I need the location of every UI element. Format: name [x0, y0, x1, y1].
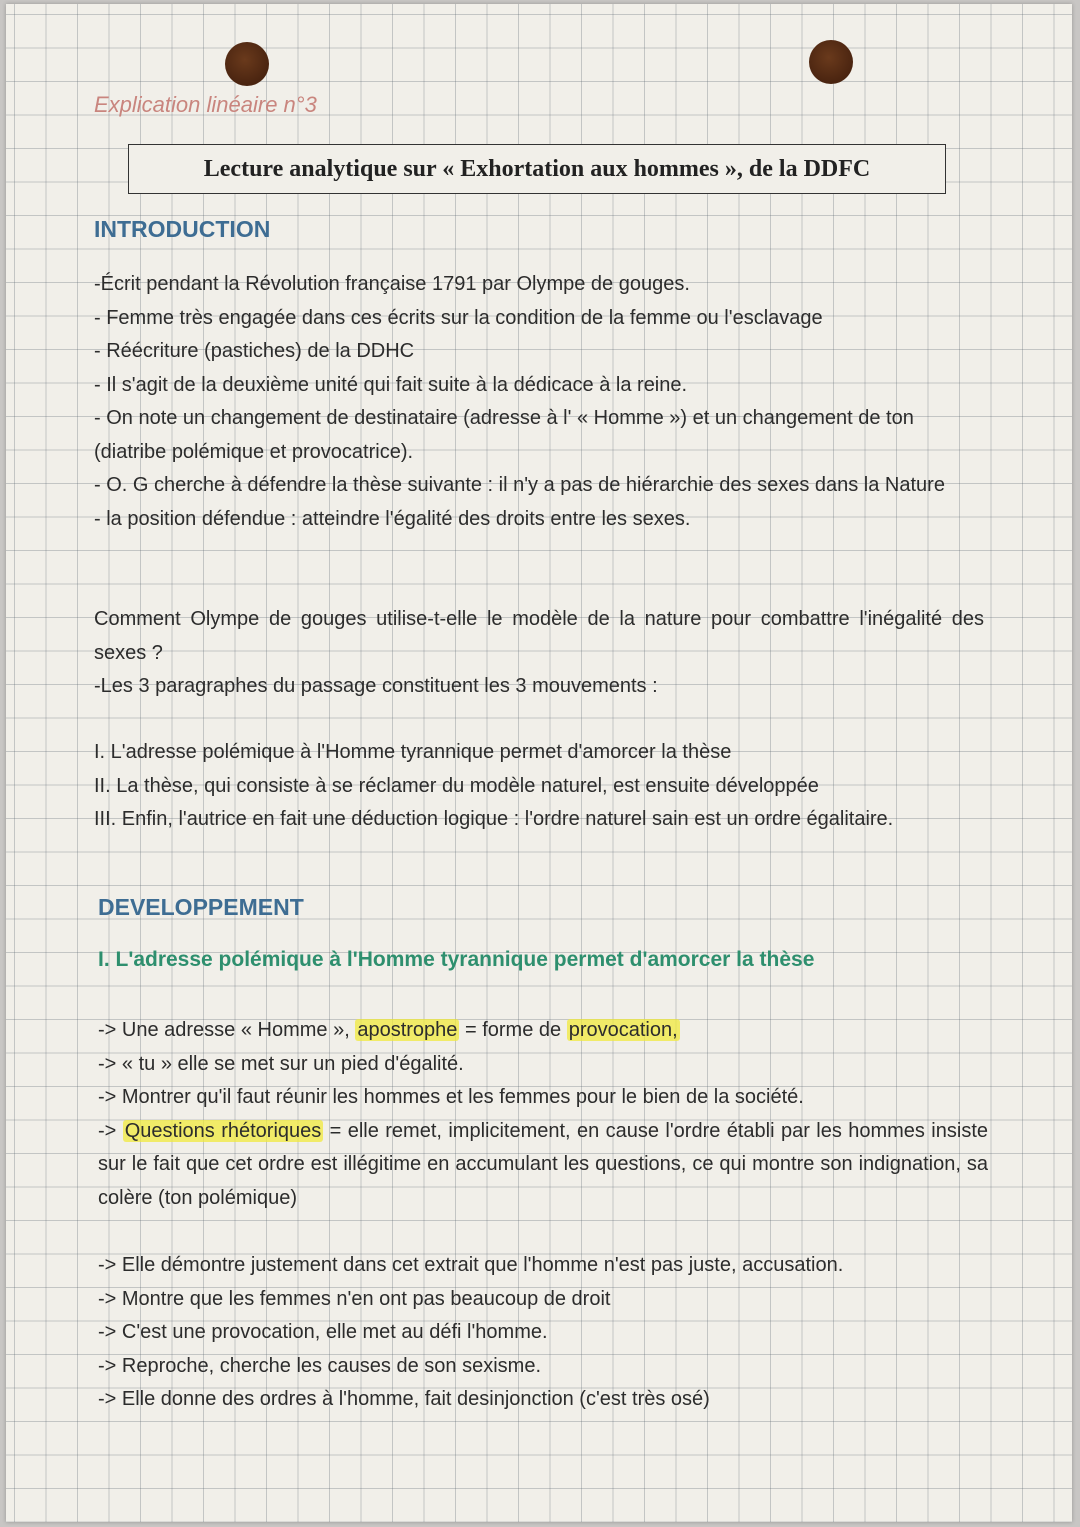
intro-line: -Écrit pendant la Révolution française 1791 par Olympe de gouges. [94, 273, 690, 295]
point-line: -> Elle démontre justement dans cet extrait que l'homme n'est pas juste, accusation. [98, 1254, 844, 1276]
header-note: Explication linéaire n°3 [94, 92, 317, 117]
problem-question-block [94, 603, 984, 704]
intro-line: - O. G cherche à défendre la thèse suivante : il n'y a pas de hiérarchie des sexes dans la Nature [94, 474, 945, 496]
notebook-sheet [6, 4, 1072, 1522]
part1-points [98, 1249, 988, 1417]
intro-line: - Réécriture (pastiches) de la DDHC [94, 340, 415, 362]
intro-line: - On note un changement de destinataire (adresse à l' « Homme ») et un changement de ton (diatribe polémique et provocatrice). [94, 407, 914, 463]
part1-analysis [98, 1014, 988, 1215]
highlight-questions-rhetoriques: Questions rhétoriques [124, 1119, 322, 1142]
page-title: Lecture analytique sur « Exhortation aux hommes », de la DDFC [203, 155, 871, 182]
intro-line: - Il s'agit de la deuxième unité qui fait suite à la dédicace à la reine. [94, 373, 688, 396]
analysis-line-4: -> Questions rhétoriques = elle remet, implicitement, en cause l'ordre établi par les hommes insiste sur le fait que cet ordre est illégitime en accumulant les questions, ce qui montre son indignation, sa colère (ton polémique) [98, 1119, 988, 1209]
analysis-line-3: -> Montrer qu'il faut réunir les hommes et les femmes pour le bien de la société. [98, 1086, 804, 1108]
point-line: -> C'est une provocation, elle met au défi l'homme. [98, 1321, 548, 1343]
plan-item: I. L'adresse polémique à l'Homme tyrannique permet d'amorcer la thèse [94, 741, 732, 763]
highlight-provocation: provocation, [568, 1019, 678, 1041]
plan-item: III. Enfin, l'autrice en fait une déduction logique : l'ordre naturel sain est un ordre égalitaire. [94, 808, 894, 830]
analysis-line-2: -> « tu » elle se met sur un pied d'égalité. [98, 1052, 464, 1075]
punch-hole-right [809, 40, 853, 84]
problem-question: Comment Olympe de gouges utilise-t-elle le modèle de la nature pour combattre l'inégalité des sexes ? [94, 608, 984, 664]
point-line: -> Reproche, cherche les causes de son sexisme. [98, 1354, 541, 1377]
intro-line: - Femme très engagée dans ces écrits sur la condition de la femme ou l'esclavage [94, 306, 823, 329]
point-line: -> Montre que les femmes n'en ont pas beaucoup de droit [98, 1287, 611, 1310]
development-heading: DEVELOPPEMENT [98, 894, 304, 920]
introduction-lines [94, 268, 984, 536]
intro-line: - la position défendue : atteindre l'égalité des droits entre les sexes. [94, 507, 691, 530]
introduction-heading: INTRODUCTION [94, 216, 271, 242]
movements-intro: -Les 3 paragraphes du passage constituent les 3 mouvements : [94, 675, 658, 697]
plan-list [94, 736, 984, 837]
title-box [128, 144, 946, 194]
punch-hole-left [225, 42, 269, 86]
analysis-line-1: -> Une adresse « Homme », apostrophe = forme de provocation, [98, 1019, 678, 1041]
highlight-apostrophe: apostrophe [357, 1019, 458, 1041]
part1-heading: I. L'adresse polémique à l'Homme tyrannique permet d'amorcer la thèse [98, 948, 815, 971]
plan-item: II. La thèse, qui consiste à se réclamer du modèle naturel, est ensuite développée [94, 774, 819, 797]
point-line: -> Elle donne des ordres à l'homme, fait desinjonction (c'est très osé) [98, 1388, 710, 1410]
